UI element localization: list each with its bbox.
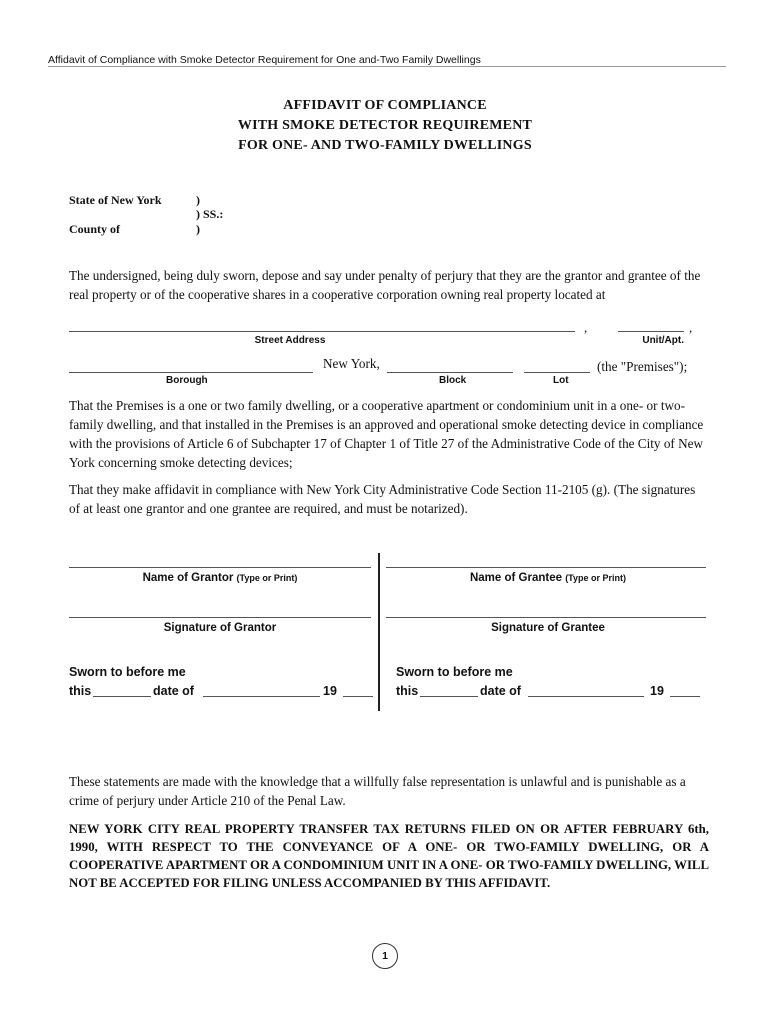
county-label: County of (69, 222, 121, 236)
grantor-year-prefix: 19 (323, 684, 337, 698)
header-rule (48, 66, 726, 67)
grantee-signature-label: Signature of Grantee (491, 622, 605, 634)
grantor-signature-field[interactable] (69, 617, 371, 618)
grantee-month-field[interactable] (528, 696, 644, 697)
title-line-3: FOR ONE- AND TWO-FAMILY DWELLINGS (238, 138, 532, 153)
grantee-type-print: (Type or Print) (565, 573, 627, 583)
grantee-date-of-label: date of (480, 684, 521, 698)
unit-apt-field[interactable] (618, 331, 684, 332)
grantor-month-field[interactable] (203, 696, 320, 697)
grantor-day-field[interactable] (93, 696, 151, 697)
grantee-signature-field[interactable] (386, 617, 706, 618)
grantor-year-field[interactable] (343, 696, 373, 697)
block-label: Block (439, 375, 467, 386)
grantor-name-text: Name of Grantor (142, 572, 234, 584)
page-number: 1 (372, 943, 398, 969)
borough-field[interactable] (69, 372, 313, 373)
grantor-name-label (69, 572, 371, 584)
compliance-paragraph: That the Premises is a one or two family dwelling, or a cooperative apartment or condominium unit in a one- or two-family dwelling, and that installed in the Premises is an approved and operational smoke detecting device in compliance with the provisions of Article 6 of Subchapter 17 of Chapter 1 of Title 27 of the Administrative Code of the City of New York concerning smoke detecting devices; (69, 398, 704, 470)
unit-apt-label: Unit/Apt. (642, 335, 684, 346)
venue-ss: ) SS.: (196, 207, 224, 221)
filing-notice: NEW YORK CITY REAL PROPERTY TRANSFER TAX RETURNS FILED ON OR AFTER FEBRUARY 6th, 1990, WITH RESPECT TO THE CONVEYANCE OF A ONE- OR TWO-FAMILY DWELLING, OR A COOPERATIVE APARTMENT OR A CONDOMINIUM UNIT IN A ONE- OR TWO-FAMILY DWELLING, WILL NOT BE ACCEPTED FOR FILING UNLESS ACCOMPANIED BY THIS AFFIDAVIT. (69, 822, 709, 890)
street-address-field[interactable] (69, 331, 575, 332)
grantee-this-label: this (396, 684, 419, 698)
signature-divider (378, 553, 380, 711)
state-label: State of New York (69, 193, 162, 207)
title-line-2: WITH SMOKE DETECTOR REQUIREMENT (237, 118, 533, 133)
premises-text: (the "Premises"); (597, 359, 688, 374)
grantee-day-field[interactable] (420, 696, 478, 697)
title-line-1: AFFIDAVIT OF COMPLIANCE (283, 98, 487, 113)
street-address-label: Street Address (254, 335, 326, 346)
grantee-year-prefix: 19 (650, 684, 664, 698)
lot-field[interactable] (524, 372, 590, 373)
affidavit-paragraph: That they make affidavit in compliance with New York City Administrative Code Section 11-2105 (g). (The signatures of at least one grantor and one grantee are required, and must be notarized). (69, 482, 696, 516)
running-header: Affidavit of Compliance with Smoke Detector Requirement for One and-Two Family Dwellings (48, 54, 481, 66)
grantor-type-print: (Type or Print) (236, 573, 298, 583)
grantee-year-field[interactable] (670, 696, 700, 697)
grantee-name-label (397, 572, 699, 584)
venue-paren-1: ) (196, 193, 200, 207)
lot-label: Lot (553, 375, 569, 386)
grantee-name-field[interactable] (386, 567, 706, 568)
borough-label: Borough (166, 375, 208, 386)
grantor-this-label: this (69, 684, 92, 698)
grantor-date-of-label: date of (153, 684, 194, 698)
grantor-name-field[interactable] (69, 567, 371, 568)
new-york-text: New York, (323, 356, 380, 371)
block-field[interactable] (387, 372, 513, 373)
perjury-statement: These statements are made with the knowledge that a willfully false representation is unlawful and is punishable as a crime of perjury under Article 210 of the Penal Law. (69, 774, 686, 808)
grantor-sworn-label: Sworn to before me (69, 665, 186, 679)
grantee-sworn-label: Sworn to before me (396, 665, 513, 679)
address-comma-1: , (584, 320, 588, 335)
grantee-name-text: Name of Grantee (469, 572, 562, 584)
venue-paren-3: ) (196, 222, 200, 236)
intro-paragraph: The undersigned, being duly sworn, depose and say under penalty of perjury that they are the grantor and grantee of the real property or of the cooperative shares in a cooperative corporation owning real property located at (69, 268, 701, 302)
grantor-signature-label: Signature of Grantor (163, 622, 277, 634)
address-comma-2: , (689, 320, 693, 335)
